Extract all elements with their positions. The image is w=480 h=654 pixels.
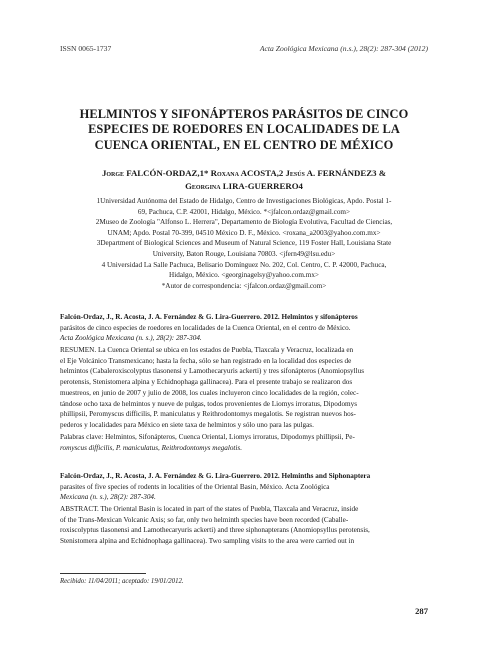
journal-citation: Acta Zoológica Mexicana (n.s.), 28(2): 287-304 (2012): [259, 44, 428, 53]
title-line: HELMINTOS Y SIFONÁPTEROS PARÁSITOS DE CINCO: [79, 107, 409, 121]
resumen-line: helmintos (Cabaleroxiscolyptus tlasonensi y Lamothecaryuris ackerti) y tres sifonápteros (Anomiopsyllus: [60, 367, 365, 376]
citation-line: parasites of five species of rodents in localities of the Oriental Basin, México. Acta Zoológica: [60, 482, 330, 491]
resumen-line: el Eje Volcánico Transmexicano; hasta la fecha, sólo se han registrado en la localidad dos especies de: [60, 356, 352, 365]
affiliation-line: *Autor de correspondencia: <jfalcon.ordaz@gmail.com>: [161, 281, 327, 290]
resumen-line: RESUMEN. La Cuenca Oriental se ubica en los estados de Puebla, Tlaxcala y Veracruz, localizada en: [60, 346, 354, 354]
citation-line: Falcón-Ordaz, J., R. Acosta, J. A. Fernández & G. Lira-Guerrero. 2012. Helminths and Siphonaptera: [60, 472, 371, 480]
issn: ISSN 0065-1737: [60, 44, 112, 53]
page-number: 287: [415, 606, 428, 616]
citation-line: Mexicana (n. s.), 28(2): 287-304.: [60, 493, 156, 502]
resumen: [60, 345, 428, 431]
affiliation-line: 69, Pachuca, C.P. 42001, Hidalgo, México. *<jfalcon.ordaz@gmail.com>: [137, 207, 351, 216]
abstract: [60, 504, 428, 547]
affiliation-line: University, Baton Rouge, Louisiana 70803. <jfern49@lsu.edu>: [152, 249, 336, 258]
abstract-line: Stenistomera alpina and Echidnophaga gallinacea). Two sampling visits to the area were carried out in: [60, 537, 355, 546]
affiliation-line: 1Universidad Autónoma del Estado de Hidalgo, Centro de Investigaciones Biológicas, Apdo. Postal 1-: [96, 197, 392, 205]
palabras-clave: [60, 432, 428, 453]
title-line: CUENCA ORIENTAL, EN EL CENTRO DE MÉXICO: [94, 137, 394, 152]
affiliation-line: 4 Universidad La Salle Pachuca, Belisario Domínguez No. 202, Col. Centro, C. P. 42000, Pachuca,: [101, 260, 387, 269]
resumen-line: muestreos, en junio de 2007 y julio de 2008, los cuales incluyeron cinco localidades de la región, colec-: [60, 388, 359, 397]
abstract-line: of the Trans-Mexican Volcanic Axis; so far, only two helminth species have been recorded (Caballe-: [60, 515, 349, 524]
affiliations: [66, 196, 422, 291]
affiliation-line: 2Museo de Zoología "Alfonso L. Herrera", Departamento de Biología Evolutiva, Facultad de Ciencias,: [95, 218, 393, 227]
citation-line: parásitos de cinco especies de roedores en localidades de la Cuenca Oriental, en el centro de México.: [60, 323, 351, 332]
citation-line: Falcón-Ordaz, J., R. Acosta, J. A. Fernández & G. Lira-Guerrero. 2012. Helmintos y sifonápteros: [60, 313, 358, 321]
citation-spanish: [60, 312, 428, 344]
resumen-line: pederos y localidades para México en siete taxa de helmintos y sólo uno para las pulgas.: [60, 420, 314, 429]
author-list: [60, 167, 428, 193]
keywords-line: Palabras clave: Helmintos, Sifonápteros, Cuenca Oriental, Liomys irroratus, Dipodomys phillipsii, Pe-: [60, 433, 355, 441]
resumen-line: perotensis, Stenistomera alpina y Echidnophaga gallinacea). Para el presente trabajo se realizaron dos: [60, 378, 353, 387]
resumen-line: phillipsii, Peromyscus difficilis, P. maniculatus y Reithrodontomys megalotis. Se registran nuevos hos-: [60, 410, 356, 419]
affiliation-line: Hidalgo, México. <georginagelsy@yahoo.com.mx>: [169, 271, 319, 280]
author-line: Jorge FALCÓN-ORDAZ,1* Roxana ACOSTA,2 Jesús A. FERNÁNDEZ3 &: [101, 168, 387, 178]
affiliation-line: 3Department of Biological Sciences and Museum of Natural Science, 119 Foster Hall, Louisiana State: [96, 239, 392, 248]
affiliation-line: UNAM; Apdo. Postal 70-399, 04510 México D. F., México. <roxana_a2003@yahoo.com.mx>: [107, 228, 381, 237]
article-title: [60, 107, 428, 153]
abstract-line: ABSTRACT. The Oriental Basin is located in part of the states of Puebla, Tlaxcala and Veracruz, inside: [60, 505, 359, 513]
abstract-line: roxiscolyptus tlasonensi and Lamothecaryuris ackerti) and three siphonapterans (Anomiopsyllus perotensis,: [60, 526, 370, 535]
title-line: ESPECIES DE ROEDORES EN LOCALIDADES DE LA: [88, 122, 400, 137]
keywords-line: romyscus difficilis, P. maniculatus, Reithrodontomys megalotis.: [60, 443, 243, 452]
author-line: Georgina LIRA-GUERRERO4: [185, 181, 303, 191]
received-dates: Recibido: 11/04/2011; aceptado: 19/01/2012.: [60, 578, 184, 585]
citation-english: [60, 471, 428, 503]
citation-line: Acta Zoológica Mexicana (n. s.), 28(2): 287-304.: [60, 334, 202, 343]
resumen-line: tándose ocho taxa de helmintos y nueve de pulgas, todos provenientes de Liomys irroratus, Dipodomys: [60, 399, 358, 408]
footnote-rule: [60, 573, 146, 574]
